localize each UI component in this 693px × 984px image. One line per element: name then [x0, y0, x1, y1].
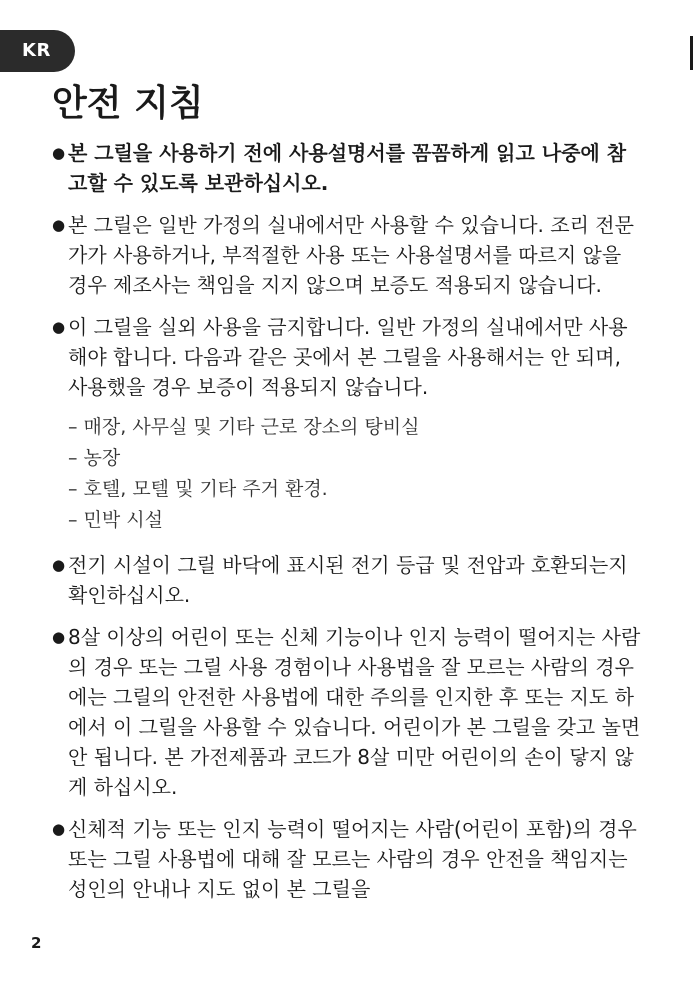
- instruction-text: 신체적 기능 또는 인지 능력이 떨어지는 사람(어린이 포함)의 경우 또는 그릴 사용법에 대해 잘 모르는 사람의 경우 안전을 책임지는 성인의 안내나 지도 없이 본 그릴을: [68, 817, 637, 901]
- instruction-text: 8살 이상의 어린이 또는 신체 기능이나 인지 능력이 떨어지는 사람의 경우 또는 그릴 사용 경험이나 사용법을 잘 모르는 사람의 경우에는 그릴의 안전한 사용법에 대한 주의를 인지한 후 또는 지도 하에서 이 그릴을 사용할 수 있습니다. 어린이가 본 그릴을 갖고 놀면 안 됩니다. 본 가전제품과 코드가 8살 미만 어린이의 손이 닿지 않게 하십시오.: [68, 625, 641, 799]
- safety-instructions: [52, 138, 644, 916]
- instruction-item: [52, 622, 644, 802]
- instruction-item: [52, 210, 644, 300]
- location-item: – 농장: [68, 447, 121, 469]
- location-item: – 민박 시설: [68, 509, 163, 531]
- instruction-item: [52, 138, 644, 198]
- location-item: – 매장, 사무실 및 기타 근로 장소의 탕비실: [68, 416, 420, 438]
- instruction-text: 전기 시설이 그릴 바닥에 표시된 전기 등급 및 전압과 호환되는지 확인하십시오.: [68, 553, 628, 607]
- location-list: [52, 412, 644, 536]
- bullet-icon: ●: [52, 556, 66, 574]
- bullet-icon: ●: [52, 820, 66, 838]
- page-number: 2: [31, 934, 42, 952]
- instruction-item: [52, 312, 644, 402]
- language-tab: KR: [0, 30, 75, 72]
- location-item: – 호텔, 모텔 및 기타 주거 환경.: [68, 478, 328, 500]
- instruction-text: 본 그릴을 사용하기 전에 사용설명서를 꼼꼼하게 읽고 나중에 참고할 수 있도록 보관하십시오.: [68, 141, 627, 195]
- bullet-icon: ●: [52, 216, 66, 234]
- bullet-icon: ●: [52, 144, 66, 162]
- bullet-icon: ●: [52, 318, 66, 336]
- instruction-item: [52, 550, 644, 610]
- page-title: 안전 지침: [52, 83, 204, 124]
- instruction-text: 이 그릴을 실외 사용을 금지합니다. 일반 가정의 실내에서만 사용해야 합니다. 다음과 같은 곳에서 본 그릴을 사용해서는 안 되며, 사용했을 경우 보증이 적용되지 않습니다.: [68, 315, 628, 399]
- instruction-item: [52, 814, 644, 904]
- instruction-text: 본 그릴은 일반 가정의 실내에서만 사용할 수 있습니다. 조리 전문가가 사용하거나, 부적절한 사용 또는 사용설명서를 따르지 않을 경우 제조사는 책임을 지지 않으며 보증도 적용되지 않습니다.: [68, 213, 634, 297]
- bullet-icon: ●: [52, 628, 66, 646]
